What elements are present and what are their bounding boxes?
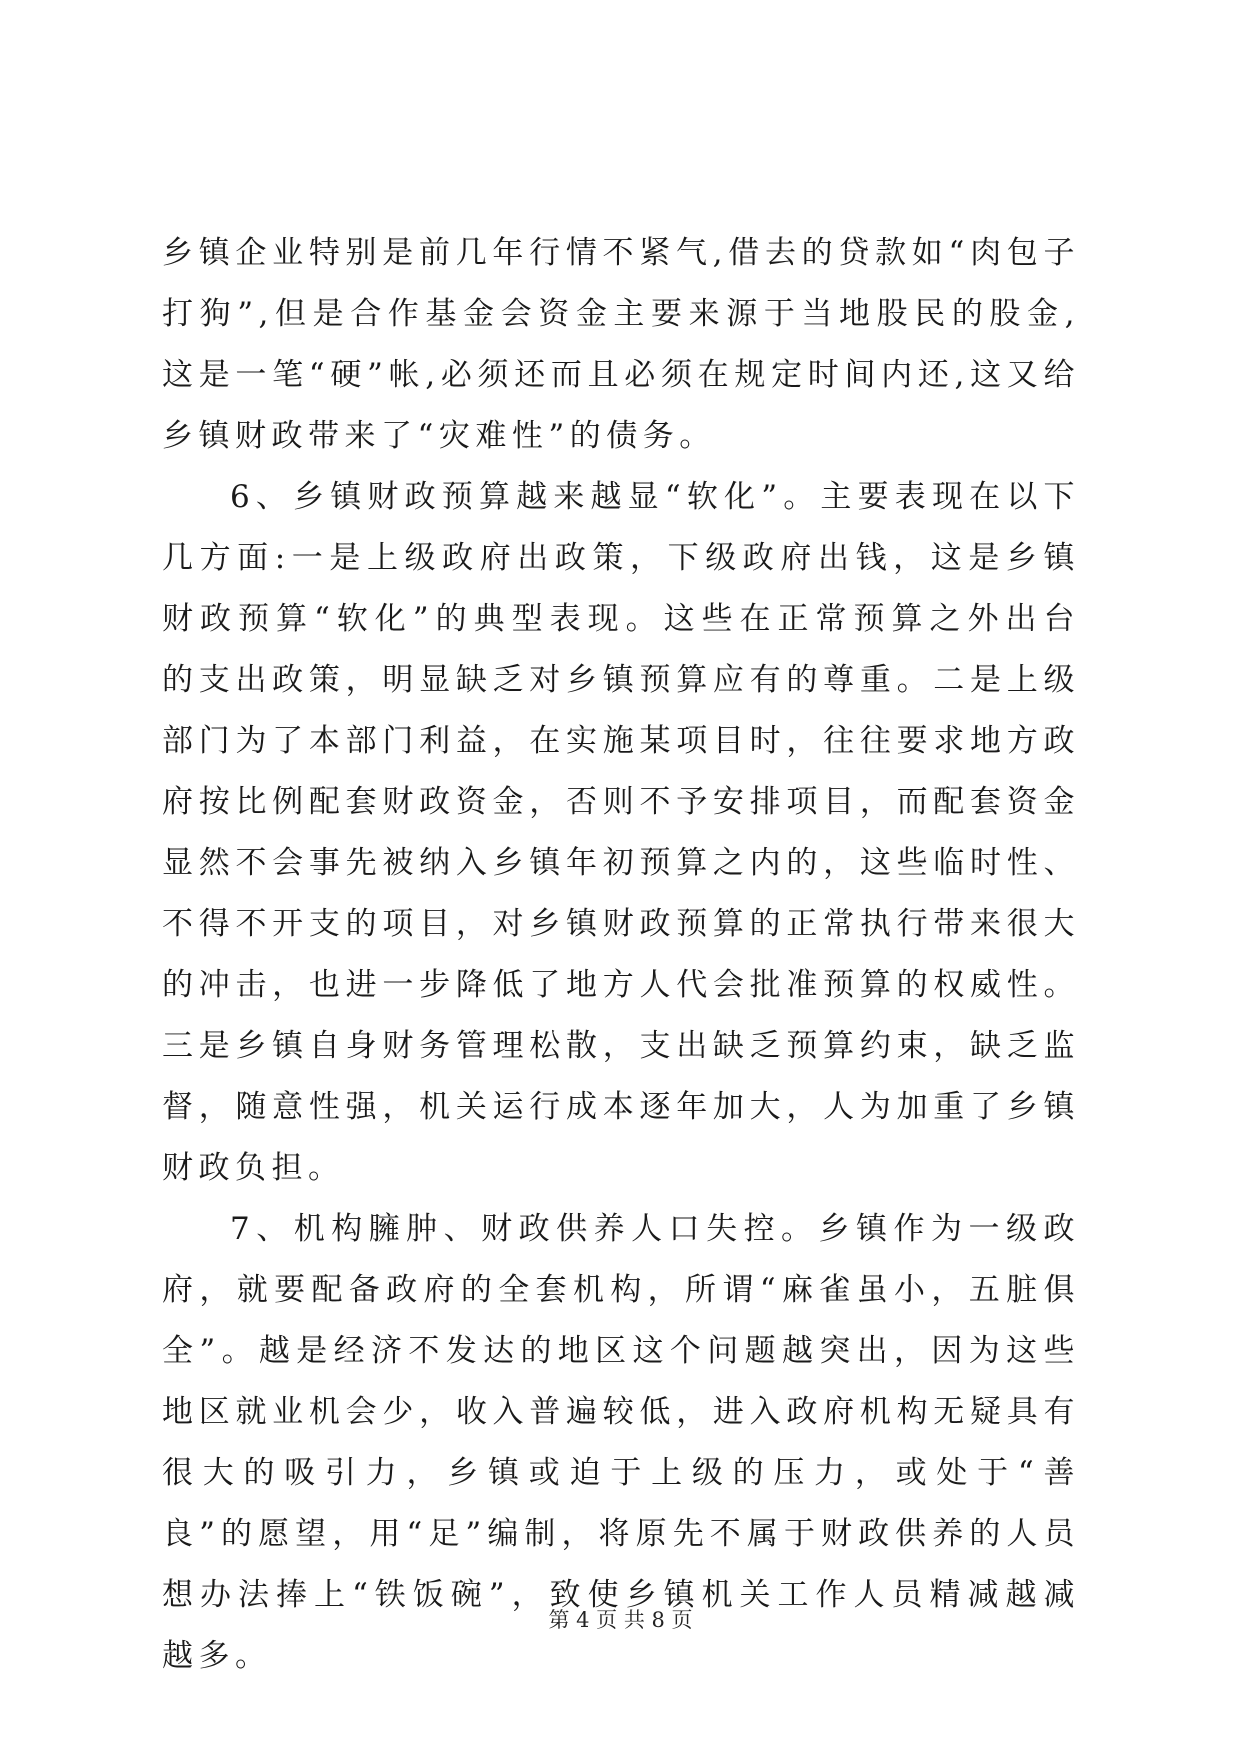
- paragraph-item-6: 6、乡镇财政预算越来越显“软化”。主要表现在以下几方面:一是上级政府出政策，下级政府出钱，这是乡镇财政预算“软化”的典型表现。这些在正常预算之外出台的支出政策，明显缺乏对乡镇预算应有的尊重。二是上级部门为了本部门利益，在实施某项目时，往往要求地方政府按比例配套财政资金，否则不予安排项目，而配套资金显然不会事先被纳入乡镇年初预算之内的，这些临时性、不得不开支的项目，对乡镇财政预算的正常执行带来很大的冲击，也进一步降低了地方人代会批准预算的权威性。三是乡镇自身财务管理松散，支出缺乏预算约束，缺乏监督，随意性强，机关运行成本逐年加大，人为加重了乡镇财政负担。: [162, 479, 1080, 1186]
- paragraph-continuation: 乡镇企业特别是前几年行情不紧气,借去的贷款如“肉包子打狗”,但是合作基金会资金主要来源于当地股民的股金,这是一笔“硬”帐,必须还而且必须在规定时间内还,这又给乡镇财政带来了“灾难性”的债务。: [162, 235, 1080, 454]
- page-number: 第 4 页 共 8 页: [548, 1608, 693, 1632]
- paragraph-item-7: 7、机构臃肿、财政供养人口失控。乡镇作为一级政府，就要配备政府的全套机构，所谓“麻雀虽小，五脏俱全”。越是经济不发达的地区这个问题越突出，因为这些地区就业机会少，收入普遍较低，进入政府机构无疑具有很大的吸引力，乡镇或迫于上级的压力，或处于“善良”的愿望，用“足”编制，将原先不属于财政供养的人员想办法捧上“铁饭碗”，致使乡镇机关工作人员精减越减越多。: [162, 1211, 1080, 1674]
- document-body: [162, 223, 1080, 1687]
- page-footer: [0, 1606, 1241, 1634]
